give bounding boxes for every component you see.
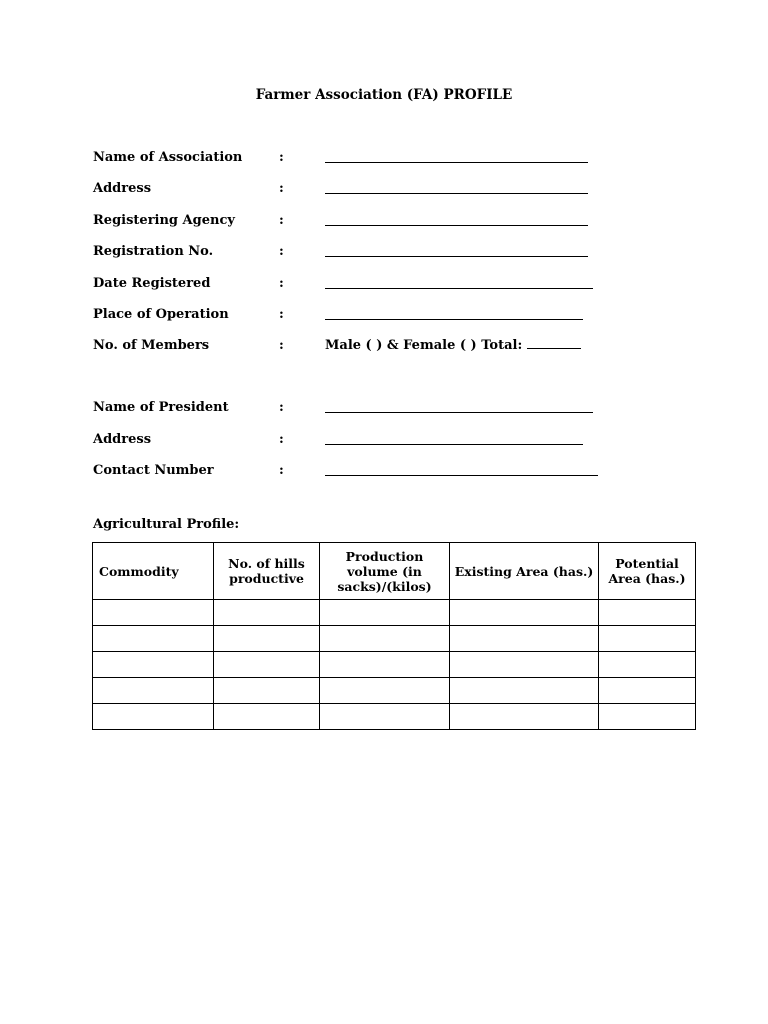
field-contact-number xyxy=(93,461,613,481)
table-cell[interactable] xyxy=(599,626,696,652)
field-label: Registering Agency xyxy=(93,213,235,228)
table-row xyxy=(93,652,696,678)
field-label: Contact Number xyxy=(93,463,214,478)
field-colon: : xyxy=(279,432,284,447)
place-of-operation-blank[interactable] xyxy=(325,305,583,320)
table-cell[interactable] xyxy=(320,652,450,678)
field-name-of-president xyxy=(93,398,613,418)
table-cell[interactable] xyxy=(320,600,450,626)
field-date-registered xyxy=(93,274,613,294)
table-row xyxy=(93,626,696,652)
field-registration-no xyxy=(93,242,613,262)
date-registered-blank[interactable] xyxy=(325,274,593,289)
address-blank[interactable] xyxy=(325,179,588,194)
table-cell[interactable] xyxy=(214,652,320,678)
agricultural-profile-table xyxy=(92,542,696,730)
table-row xyxy=(93,678,696,704)
table-cell[interactable] xyxy=(450,652,599,678)
field-label: Place of Operation xyxy=(93,307,229,322)
table-cell[interactable] xyxy=(450,626,599,652)
table-cell[interactable] xyxy=(93,626,214,652)
field-colon: : xyxy=(279,181,284,196)
table-cell[interactable] xyxy=(599,600,696,626)
table-cell[interactable] xyxy=(450,678,599,704)
table-row xyxy=(93,600,696,626)
registering-agency-blank[interactable] xyxy=(325,211,588,226)
table-cell[interactable] xyxy=(214,678,320,704)
table-cell[interactable] xyxy=(93,652,214,678)
table-cell[interactable] xyxy=(599,652,696,678)
field-name-of-association xyxy=(93,148,613,168)
table-cell[interactable] xyxy=(320,678,450,704)
name-of-president-blank[interactable] xyxy=(325,398,593,413)
field-colon: : xyxy=(279,338,284,353)
field-address xyxy=(93,179,613,199)
field-label: Name of Association xyxy=(93,150,243,165)
table-cell[interactable] xyxy=(450,600,599,626)
field-label: Date Registered xyxy=(93,276,211,291)
contact-number-blank[interactable] xyxy=(325,461,598,476)
table-cell[interactable] xyxy=(214,626,320,652)
header-existing-area: Existing Area (has.) xyxy=(450,543,599,600)
table-cell[interactable] xyxy=(93,704,214,730)
table-row xyxy=(93,704,696,730)
field-colon: : xyxy=(279,150,284,165)
members-total-blank[interactable] xyxy=(527,336,581,349)
table-cell[interactable] xyxy=(214,600,320,626)
table-cell[interactable] xyxy=(599,704,696,730)
members-breakdown xyxy=(325,336,581,356)
field-colon: : xyxy=(279,213,284,228)
agricultural-profile-title: Agricultural Profile: xyxy=(93,517,240,532)
field-colon: : xyxy=(279,400,284,415)
document-title: Farmer Association (FA) PROFILE xyxy=(255,87,513,103)
table-cell[interactable] xyxy=(320,704,450,730)
table-cell[interactable] xyxy=(450,704,599,730)
table-cell[interactable] xyxy=(93,600,214,626)
field-registering-agency xyxy=(93,211,613,231)
field-label: No. of Members xyxy=(93,338,210,353)
field-label: Address xyxy=(93,432,152,447)
table-cell[interactable] xyxy=(214,704,320,730)
field-place-of-operation xyxy=(93,305,613,325)
table-header-row xyxy=(93,543,696,600)
registration-no-blank[interactable] xyxy=(325,242,588,257)
header-production-volume: Production volume (in sacks)/(kilos) xyxy=(320,543,450,600)
table-cell[interactable] xyxy=(599,678,696,704)
header-potential-area: Potential Area (has.) xyxy=(599,543,696,600)
field-label: Registration No. xyxy=(93,244,214,259)
members-text: Male ( ) & Female ( ) Total: xyxy=(325,338,527,353)
header-commodity: Commodity xyxy=(93,543,214,600)
field-colon: : xyxy=(279,276,284,291)
field-no-of-members xyxy=(93,336,613,356)
table-cell[interactable] xyxy=(93,678,214,704)
table-cell[interactable] xyxy=(320,626,450,652)
name-of-association-blank[interactable] xyxy=(325,148,588,163)
field-president-address xyxy=(93,430,613,450)
field-colon: : xyxy=(279,244,284,259)
header-hills-productive: No. of hills productive xyxy=(214,543,320,600)
field-colon: : xyxy=(279,463,284,478)
field-label: Name of President xyxy=(93,400,229,415)
field-colon: : xyxy=(279,307,284,322)
field-label: Address xyxy=(93,181,152,196)
president-address-blank[interactable] xyxy=(325,430,583,445)
